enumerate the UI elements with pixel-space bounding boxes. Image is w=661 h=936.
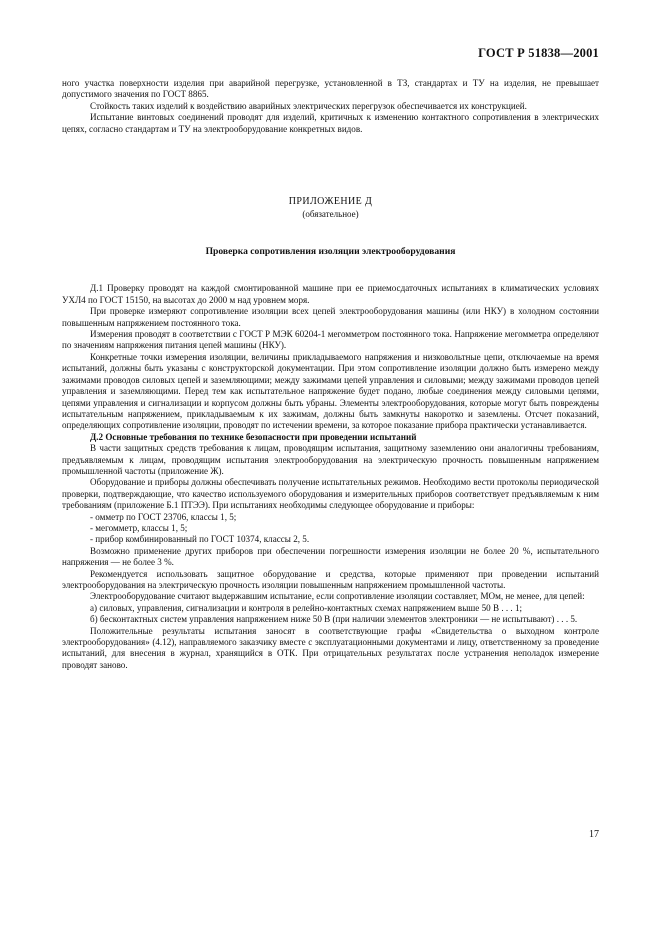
body-paragraph: В части защитных средств требования к лицам, проводящим испытания, защитному заземлению они аналогичны требованиям, предъявляемым к лицам, проводящим испытания электрооборудования на электрическую прочность повышенным напряжением промышленной частоты (приложение Ж). (62, 443, 599, 476)
appendix-subtitle: (обязательное) (302, 209, 359, 220)
clause-d1: Д.1 Проверку проводят на каждой смонтированной машине при ее приемосдаточных испытаниях в климатических условиях УХЛ4 по ГОСТ 15150, на высотах до 2000 м над уровнем моря. (62, 283, 599, 305)
intro-paragraph: ного участка поверхности изделия при аварийной перегрузке, установленной в ТЗ, стандартах и ТУ на изделия, не превышает допустимого значения по ГОСТ 8865. (62, 78, 599, 100)
page-content (62, 78, 599, 671)
page-number: 17 (589, 829, 599, 840)
requirement-item: а) силовых, управления, сигнализации и контроля в релейно-контактных схемах напряжением выше 50 В . . . 1; (90, 602, 523, 613)
body-paragraph: Рекомендуется использовать защитное оборудование и средства, которые применяют при проведении испытаний электрооборудования на электрическую прочность изоляции повышенным напряжением промышленной частоты. (62, 568, 599, 590)
intro-paragraph: Стойкость таких изделий к воздействию аварийных электрических перегрузок обеспечивается их конструкцией. (90, 100, 527, 111)
appendix-title: ПРИЛОЖЕНИЕ Д (288, 196, 373, 208)
requirement-item: б) бесконтактных систем управления напряжением ниже 50 В (при наличии элементов электроники — не испытывают) . . . 5. (90, 614, 578, 625)
section-title: Проверка сопротивления изоляции электрооборудования (205, 246, 456, 258)
body-paragraph: Электрооборудование считают выдержавшим испытание, если сопротивление изоляции составляет, МОм, не менее, для цепей: (90, 591, 585, 602)
body-paragraph: Измерения проводят в соответствии с ГОСТ Р МЭК 60204-1 мегомметром постоянного тока. Напряжение мегомметра определяют по значениям напряжения питания цепей машины (НКУ). (62, 329, 599, 351)
body-paragraph: Положительные результаты испытания заносят в соответствующие графы «Свидетельства о выходном контроле электрооборудования» (4.12), направляемого заказчику вместе с эксплуатационными документами и лицу, ответственному за проведение испытаний, для внесения в журнал, хранящийся в ОТК. При отрицательных результатах после устранения неполадок измерение проводят заново. (62, 625, 599, 670)
body-paragraph: Оборудование и приборы должны обеспечивать получение испытательных режимов. Необходимо вести протоколы периодической проверки, подтверждающие, что качество используемого оборудования и измерительных приборов соответствует предъявляемым к ним требованиям (приложение Б.1 ПТЭЭ). При испытаниях необходимы следующее оборудование и приборы: (62, 477, 599, 511)
clause-d2-heading: Д.2 Основные требования по технике безопасности при проведении испытаний (90, 431, 417, 442)
body-paragraph: Возможно применение других приборов при обеспечении погрешности измерения изоляции не более 20 %, испытательного напряжения — не более 3 %. (62, 545, 599, 568)
intro-paragraph: Испытание винтовых соединений проводят для изделий, критичных к изменению контактного сопротивления в электрических цепях, согласно стандартам и ТУ на электрооборудование конкретных видов. (62, 112, 599, 134)
document-header: ГОСТ Р 51838—2001 (478, 46, 599, 60)
list-item: - омметр по ГОСТ 23706, классы 1, 5; (90, 511, 237, 522)
list-item: - прибор комбинированный по ГОСТ 10374, классы 2, 5. (90, 534, 310, 545)
body-paragraph: При проверке измеряют сопротивление изоляции всех цепей электрооборудования машины (или НКУ) в холодном состоянии повышенным напряжением постоянного тока. (62, 306, 599, 328)
list-item: - мегомметр, классы 1, 5; (90, 522, 188, 533)
body-paragraph: Конкретные точки измерения изоляции, величины прикладываемого напряжения и низковольтные цепи, отключаемые на время испытаний, должны быть указаны с конструкторской документации. При этом сопротивление изоляции должно быть измерено между зажимами проводов силовых цепей и заземляющими; между зажимами цепей управления и силовыми; между зажимами проводов цепей управления и заземляющими. Перед тем как испытательное напряжение будет подано, любые соединения между силовыми цепями, цепями управления и сигнализации и корпусом должны быть убраны. Элементы электрооборудования, которые могут быть повреждены испытательным напряжением, прикладываемым к их зажимам, должны быть замкнуты накоротко и заземлены. Отсчет показаний, определяющих сопротивление изоляции, проводят по истечении времени, за которое показание прибора практически устанавливается. (62, 351, 599, 431)
appendix-heading (62, 195, 599, 220)
